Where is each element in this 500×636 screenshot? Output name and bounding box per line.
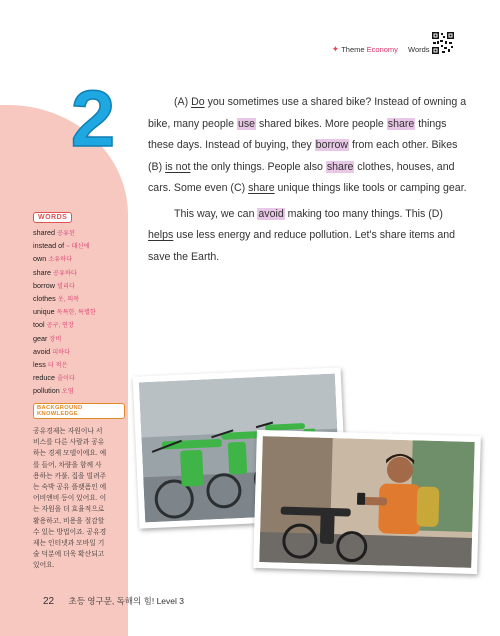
word-english: instead of	[33, 241, 65, 251]
word-korean: 옷, 의복	[57, 296, 80, 304]
page-number: 22	[43, 596, 55, 607]
word-item	[33, 385, 123, 398]
word-english: own	[33, 254, 47, 264]
words-title: WORDS	[33, 212, 72, 223]
word-korean: 줄이다	[56, 375, 75, 383]
passage-text: making too many things. This (D)	[284, 207, 443, 220]
word-korean: 소유하다	[48, 256, 73, 264]
word-english: unique	[33, 307, 55, 317]
word-english: share	[33, 267, 51, 277]
passage-paragraph-2	[148, 204, 468, 269]
background-knowledge-line: 어비앤비 등이 있어요. 이	[33, 495, 107, 503]
word-korean: 오염	[61, 388, 74, 396]
word-item	[33, 372, 123, 385]
word-english: gear	[33, 333, 48, 343]
word-korean: 독특한, 특별한	[56, 309, 96, 317]
highlighted-verb: avoid	[258, 207, 284, 220]
word-korean: 공유하다	[52, 269, 77, 277]
background-knowledge-line: 는 자원을 더 효율적으로	[33, 506, 105, 514]
highlighted-verb: share	[387, 117, 415, 130]
words-box	[33, 206, 123, 399]
word-list	[33, 227, 123, 399]
word-korean: 빌리다	[56, 282, 75, 290]
underlined-phrase: share	[248, 182, 275, 194]
unit-number-text: 2	[70, 82, 116, 154]
word-item	[33, 280, 123, 293]
word-korean: 장비	[49, 335, 62, 343]
star-icon: ✦	[331, 44, 340, 54]
underlined-phrase: is not	[165, 160, 191, 173]
passage-text: This way, we can	[174, 207, 258, 220]
words-label: Words	[408, 45, 430, 54]
background-knowledge-box	[33, 402, 125, 572]
word-english: reduce	[33, 373, 55, 383]
word-item	[33, 306, 123, 319]
passage-text: unique things like tools or camping gear.	[274, 182, 467, 194]
word-item	[33, 227, 123, 240]
background-knowledge-line: 하는 경제 모델이에요. 예	[33, 450, 107, 458]
passage-text: (A)	[174, 96, 192, 108]
highlighted-verb: borrow	[315, 139, 349, 151]
passage-text: the only things. People also	[190, 160, 326, 173]
page-footer	[43, 595, 184, 607]
word-english: avoid	[33, 346, 51, 356]
word-korean: ~ 대신에	[66, 243, 90, 251]
word-item	[33, 240, 123, 253]
background-knowledge-line: 있어요.	[33, 562, 55, 570]
word-item	[33, 253, 123, 266]
passage-text: shared bikes. More people	[256, 117, 387, 130]
highlighted-verb: share	[326, 160, 354, 173]
word-english: shared	[33, 228, 55, 237]
word-item	[33, 333, 123, 346]
man-with-bike-photo	[253, 430, 481, 574]
word-korean: 공구, 연장	[46, 322, 74, 330]
passage-text: clothes, houses, and cars. Some even (C)	[148, 160, 455, 194]
background-knowledge-line: 수 있는 방법이죠. 공유경	[33, 528, 107, 536]
book-title: 초등 영구문, 독해의 힘! Level 3	[68, 596, 184, 606]
word-item	[33, 359, 123, 372]
background-knowledge-text	[33, 426, 125, 572]
word-item	[33, 346, 123, 359]
theme-label: Theme	[341, 45, 365, 54]
background-knowledge-line: 술 덕분에 더욱 확산되고	[33, 551, 105, 559]
passage-text: use less energy and reduce pollution. Let's share items and save the Earth.	[148, 229, 456, 263]
background-knowledge-line: 비스를 다른 사람과 공유	[33, 439, 105, 447]
background-knowledge-line: 를 들어, 차량을 함께 사	[33, 461, 102, 469]
background-knowledge-title: BACKGROUND KNOWLEDGE	[33, 403, 125, 419]
passage-paragraph-1	[148, 92, 468, 200]
highlighted-verb: use	[237, 117, 256, 130]
word-english: less	[33, 360, 46, 370]
passage-text: you sometimes use a shared bike? Instead of owning a bike, many people	[148, 96, 467, 130]
word-korean: 더 적은	[47, 362, 68, 370]
page-header	[332, 44, 440, 55]
word-item	[33, 293, 123, 306]
underlined-phrase: Do	[191, 96, 205, 108]
qr-code-icon[interactable]	[431, 31, 455, 55]
background-knowledge-line: 공유경제는 자원이나 서	[33, 428, 103, 435]
background-knowledge-line: 용하는 카풀, 집을 빌려주	[33, 472, 107, 480]
underlined-phrase: helps	[148, 229, 174, 241]
word-korean: 피하다	[52, 348, 71, 356]
unit-number	[68, 82, 118, 154]
word-english: tool	[33, 320, 45, 330]
reading-passage	[148, 92, 468, 272]
background-knowledge-line: 제는 인터넷과 모바일 기	[33, 540, 105, 548]
word-english: clothes	[33, 294, 56, 304]
word-english: borrow	[33, 280, 55, 290]
background-knowledge-line: 활용하고, 비용을 절감할	[33, 517, 105, 525]
background-knowledge-line: 는 숙박 공유 플랫폼인 에	[33, 484, 107, 492]
word-item	[33, 319, 123, 332]
passage-text: things these days. Instead of buying, they	[148, 117, 447, 151]
theme-value: Economy	[366, 45, 398, 54]
word-korean: 공유된	[56, 230, 75, 237]
word-item	[33, 267, 123, 280]
word-english: pollution	[33, 386, 60, 396]
passage-text: from each other. Bikes (B)	[148, 139, 458, 173]
